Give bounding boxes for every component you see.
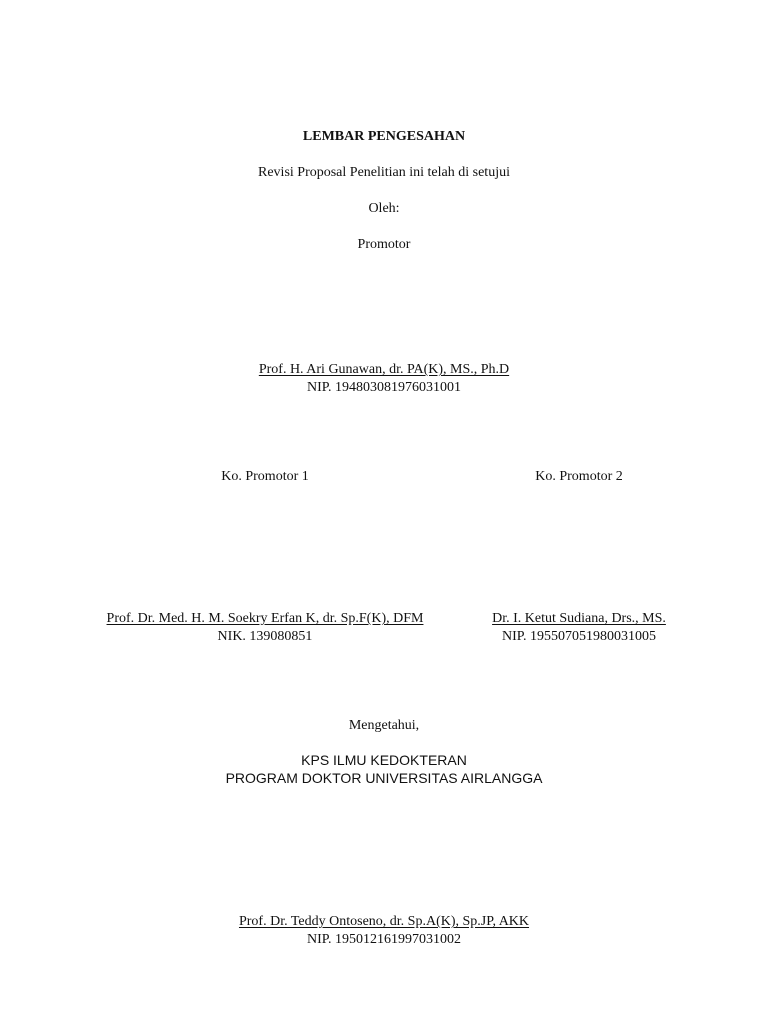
head-id: NIP. 195012161997031002 [306, 932, 461, 947]
page-title: LEMBAR PENGESAHAN [302, 129, 466, 144]
co-promotor-1-name: Prof. Dr. Med. H. M. Soekry Erfan K, dr. Sp.F(K), DFM [106, 611, 424, 626]
office-name-line-2: PROGRAM DOKTOR UNIVERSITAS AIRLANGGA [225, 770, 543, 786]
co-promotor-1-role: Ko. Promotor 1 [221, 469, 309, 484]
co-promotor-2-role: Ko. Promotor 2 [535, 469, 623, 484]
promotor-signature-block [0, 361, 768, 378]
promotor-role: Promotor [357, 237, 411, 252]
co-promotor-1-id: NIK. 139080851 [217, 629, 313, 644]
head-name: Prof. Dr. Teddy Ontoseno, dr. Sp.A(K), Sp.JP, AKK [238, 914, 530, 929]
promotor-name: Prof. H. Ari Gunawan, dr. PA(K), MS., Ph.D [258, 362, 510, 377]
approved-by-label: Oleh: [368, 201, 400, 216]
co-promotor-2-signature-block [474, 610, 684, 627]
promotor-id: NIP. 194803081976031001 [306, 380, 461, 395]
co-promotor-1-signature-block [60, 610, 470, 627]
co-promotor-2-name: Dr. I. Ketut Sudiana, Drs., MS. [492, 611, 666, 626]
office-name-line-1: KPS ILMU KEDOKTERAN [301, 752, 467, 768]
co-promotor-2-id: NIP. 195507051980031005 [501, 629, 656, 644]
acknowledged-label: Mengetahui, [348, 718, 420, 733]
approval-statement: Revisi Proposal Penelitian ini telah di setujui [258, 165, 510, 180]
head-signature-block [0, 913, 768, 930]
